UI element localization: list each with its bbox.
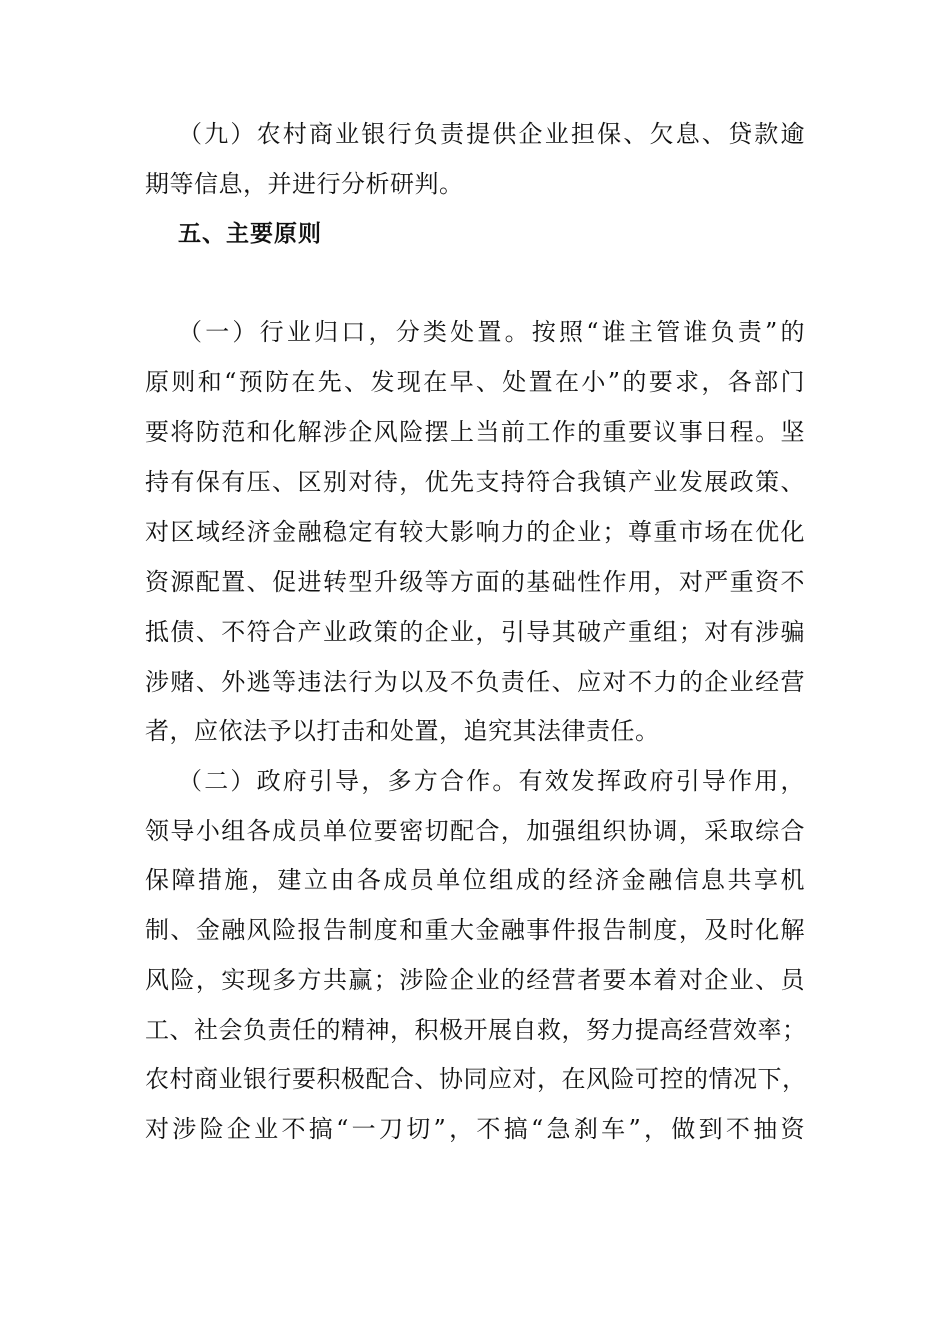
para-one-line-1: （一）行业归口，分类处置。按照“谁主管谁负责”的 <box>178 318 805 346</box>
para-one-line-4: 持有保有压、区别对待，优先支持符合我镇产业发展政策、 <box>145 468 805 496</box>
para-one-line-7: 抵债、不符合产业政策的企业，引导其破产重组；对有涉骗 <box>145 618 805 646</box>
para-one-line-9: 者，应依法予以打击和处置，追究其法律责任。 <box>145 717 660 745</box>
para-two-line-4: 制、金融风险报告制度和重大金融事件报告制度，及时化解 <box>145 916 805 944</box>
para-two-line-1: （二）政府引导，多方合作。有效发挥政府引导作用， <box>178 767 805 795</box>
para-one-line-3: 要将防范和化解涉企风险摆上当前工作的重要议事日程。坚 <box>145 418 805 446</box>
para-two-line-2: 领导小组各成员单位要密切配合，加强组织协调，采取综合 <box>145 817 805 845</box>
para-one-line-5: 对区域经济金融稳定有较大影响力的企业；尊重市场在优化 <box>145 518 805 546</box>
para-two-line-5: 风险，实现多方共赢；涉险企业的经营者要本着对企业、员 <box>145 966 805 994</box>
section-heading: 五、主要原则 <box>178 221 322 247</box>
para-one-line-8: 涉赌、外逃等违法行为以及不负责任、应对不力的企业经营 <box>145 668 805 696</box>
para-two-line-8: 对涉险企业不搞“一刀切”，不搞“急刹车”，做到不抽资 <box>145 1115 805 1143</box>
para-nine-line-2: 期等信息，并进行分析研判。 <box>145 170 464 198</box>
para-one-line-6: 资源配置、促进转型升级等方面的基础性作用，对严重资不 <box>145 568 805 596</box>
para-one-line-2: 原则和“预防在先、发现在早、处置在小”的要求，各部门 <box>145 368 805 396</box>
para-two-line-6: 工、社会负责任的精神，积极开展自救，努力提高经营效率； <box>145 1016 807 1044</box>
para-two-line-3: 保障措施，建立由各成员单位组成的经济金融信息共享机 <box>145 866 805 894</box>
para-two-line-7: 农村商业银行要积极配合、协同应对，在风险可控的情况下， <box>145 1065 807 1093</box>
para-nine-line-1: （九）农村商业银行负责提供企业担保、欠息、贷款逾 <box>178 120 805 148</box>
